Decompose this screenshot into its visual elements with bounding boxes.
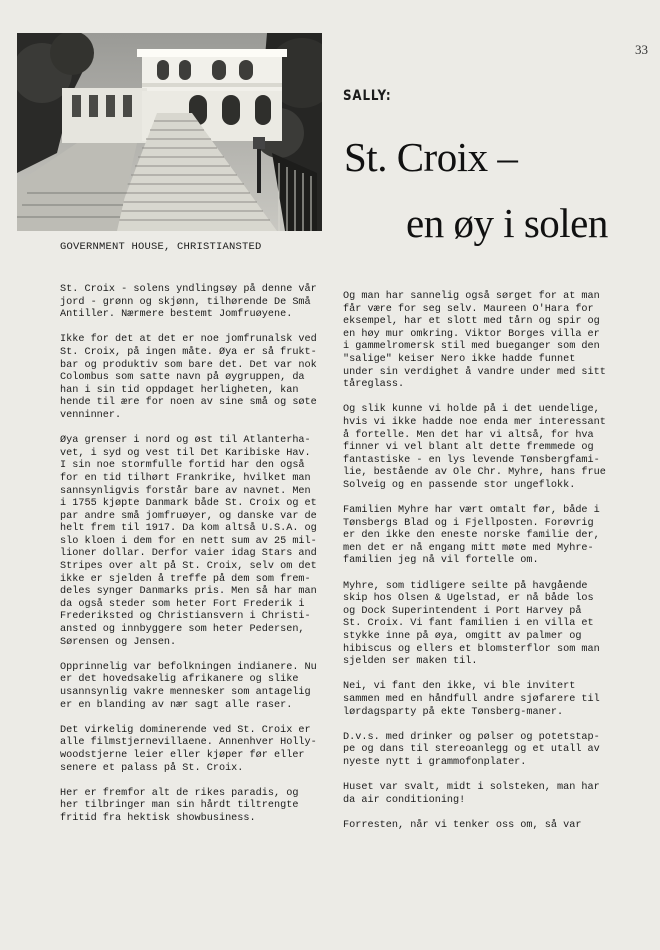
text-line: bar og produktiv som bare det. Det var nok — [60, 359, 317, 371]
text-line: men det er nå engang mitt møte med Myhre- — [343, 542, 594, 554]
text-line: Solveig og en passende stor ungeflokk. — [343, 479, 576, 491]
text-line: Ikke for det at det er noe jomfrunalsk ved — [60, 334, 317, 346]
text-line: pe og dans til stereoanlegg og et utall av — [343, 744, 600, 756]
article-column-right — [343, 291, 635, 845]
text-line: deles synger Danmarks pris. Men så har man — [60, 586, 317, 598]
text-line: usannsynlig vakre mennesker som antagelig — [60, 687, 311, 698]
text-line: da air conditioning! — [343, 794, 466, 806]
text-line: sjelden ser maken til. — [343, 656, 478, 668]
text-line: fritid fra hektisk showbusiness. — [60, 812, 256, 824]
text-line: "salige" keiser Nero ikke hadde funnet — [343, 353, 576, 365]
text-line: Øya grenser i nord og øst til Atlanterha- — [60, 435, 311, 447]
text-line: er den ikke den eneste norske familie der, — [343, 530, 600, 542]
text-line: i gammelromersk stil med bueganger som den — [343, 341, 600, 353]
article-paragraph — [343, 581, 635, 669]
text-line: vet, i syd og vest til Det Karibiske Hav. — [60, 447, 311, 459]
article-paragraph — [343, 820, 635, 833]
text-line: St. Croix, på ingen måte. Øya er så frukt- — [60, 346, 317, 358]
article-paragraph — [343, 732, 635, 770]
text-line: får være for seg selv. Maureen O'Hara for — [343, 303, 594, 315]
text-line: her tilbringer man sin hårdt tiltrengte — [60, 800, 299, 812]
text-line: sannsynligvis forstår bare av navnet. Men — [60, 485, 311, 497]
article-paragraph — [343, 291, 635, 392]
text-line: jord - grønn og skjønn, tilhørende De Små — [60, 296, 311, 308]
text-line: Tønsbergs Blad og i Fjellposten. Forøvrig — [343, 517, 594, 529]
page-number: 33 — [635, 42, 648, 57]
text-line: Frederiksted og Christiansvern i Christi- — [60, 611, 311, 623]
text-line: familien jeg nå vil fortelle om. — [343, 555, 539, 567]
text-line: Og man har sannelig også sørget for at man — [343, 291, 600, 302]
text-line: han i sin tid oppdaget herligheten, kan — [60, 384, 299, 396]
article-paragraph — [343, 681, 635, 719]
text-line: woodstjerne leier eller kjøper før eller — [60, 749, 305, 761]
text-line: helt frem til 1917. Da kom altså U.S.A. og — [60, 523, 317, 535]
text-line: alle filmstjernevillaene. Annenhver Holly- — [60, 737, 317, 749]
text-line: finner vi vel blant alt dette fremmede og — [343, 442, 594, 454]
article-title-line-2: en øy i solen — [406, 200, 608, 246]
text-line: lie, bestående av Ole Chr. Myhre, hans frue — [343, 467, 606, 479]
author-kicker: SALLY: — [343, 88, 392, 104]
article-paragraph — [60, 334, 332, 422]
photo-caption: GOVERNMENT HOUSE, CHRISTIANSTED — [60, 241, 262, 253]
text-line: Det virkelig dominerende ved St. Croix er — [60, 724, 311, 736]
article-paragraph — [343, 404, 635, 492]
text-line: St. Croix. Vi fant familien i en villa et — [343, 618, 594, 630]
text-line: par andre små jomfruøyer, og danske var de — [60, 510, 317, 522]
text-line: å fortelle. Men det har vi altså, for hva — [343, 429, 594, 441]
text-line: da også steder som heter Fort Frederik i — [60, 598, 305, 610]
text-line: senere et palass på St. Croix. — [60, 762, 244, 774]
text-line: ikke er sjelden å treffe på dem som frem- — [60, 573, 311, 585]
article-paragraph — [343, 505, 635, 568]
text-line: ansted og innbyggere som heter Pedersen, — [60, 624, 305, 636]
text-line: Opprinnelig var befolkningen indianere. Nu — [60, 661, 317, 673]
photo-drawing — [17, 33, 322, 231]
article-paragraph — [60, 662, 332, 712]
text-line: er en blanding av nær sagt alle raser. — [60, 699, 293, 711]
text-line: under sin verdighet å vandre under med sitt — [343, 366, 606, 378]
article-title-line-1: St. Croix – — [344, 134, 518, 180]
text-line: D.v.s. med drinker og pølser og potetstap- — [343, 731, 600, 743]
text-line: Nei, vi fant den ikke, vi ble invitert — [343, 681, 576, 693]
text-line: lioner dollar. Derfor vaier idag Stars and — [60, 548, 317, 560]
text-line: hende til ære for noen av sine små og søte — [60, 397, 317, 409]
article-column-left — [60, 284, 332, 838]
text-line: I sin noe stormfulle fortid har den også — [60, 460, 305, 472]
government-house-photo — [17, 33, 322, 231]
text-line: i 1755 kjøpte Danmark både St. Croix og et — [60, 498, 317, 510]
article-paragraph — [343, 782, 635, 807]
text-line: en høy mur omkring. Viktor Borges villa er — [343, 328, 600, 340]
text-line: fantastiske - en lys levende Tønsbergfami- — [343, 454, 600, 466]
text-line: er det hovedsakelig afrikanere og slike — [60, 674, 299, 686]
text-line: stykke inne på øya, omgitt av palmer og — [343, 631, 582, 643]
text-line: Stripes over alt på St. Croix, selv om det — [60, 561, 317, 573]
text-line: eksempel, har et slott med tårn og spir og — [343, 316, 600, 328]
text-line: tåreglass. — [343, 379, 405, 391]
text-line: Og slik kunne vi holde på i det uendelige, — [343, 404, 600, 416]
article-paragraph — [60, 788, 332, 826]
text-line: lørdagsparty på ekte Tønsberg-maner. — [343, 706, 564, 718]
text-line: Familien Myhre har vært omtalt før, både i — [343, 505, 600, 517]
text-line: Antiller. Nærmere bestemt Jomfruøyene. — [60, 309, 293, 321]
text-line: Colombus som satte navn på øygruppen, da — [60, 372, 305, 384]
text-line: Forresten, når vi tenker oss om, så var — [343, 819, 582, 831]
text-line: Huset var svalt, midt i solsteken, man har — [343, 782, 600, 794]
text-line: hibiscus og ellers et blomsterflor som man — [343, 643, 600, 655]
text-line: Sørensen og Jensen. — [60, 636, 177, 648]
article-paragraph — [60, 725, 332, 775]
text-line: skip hos Olsen & Ugelstad, er nå både los — [343, 593, 594, 605]
text-line: og Dock Superintendent i Port Harvey på — [343, 605, 582, 617]
text-line: Her er fremfor alt de rikes paradis, og — [60, 787, 299, 799]
article-paragraph — [60, 435, 332, 649]
text-line: for en tid tilhørt Frankrike, hvilket man — [60, 472, 311, 484]
article-paragraph — [60, 284, 332, 322]
text-line: nyeste nytt i grammofonplater. — [343, 756, 527, 768]
text-line: venninner. — [60, 409, 122, 421]
text-line: sammen med en håndfull andre sjøfarere til — [343, 694, 600, 705]
text-line: St. Croix - solens yndlingsøy på denne vår — [60, 284, 317, 295]
text-line: hvis vi ikke hadde noe enda mer interessant — [343, 416, 606, 428]
text-line: slo kloen i dem for en nett sum av 25 mil- — [60, 535, 317, 547]
text-line: Myhre, som tidligere seilte på havgående — [343, 580, 588, 592]
